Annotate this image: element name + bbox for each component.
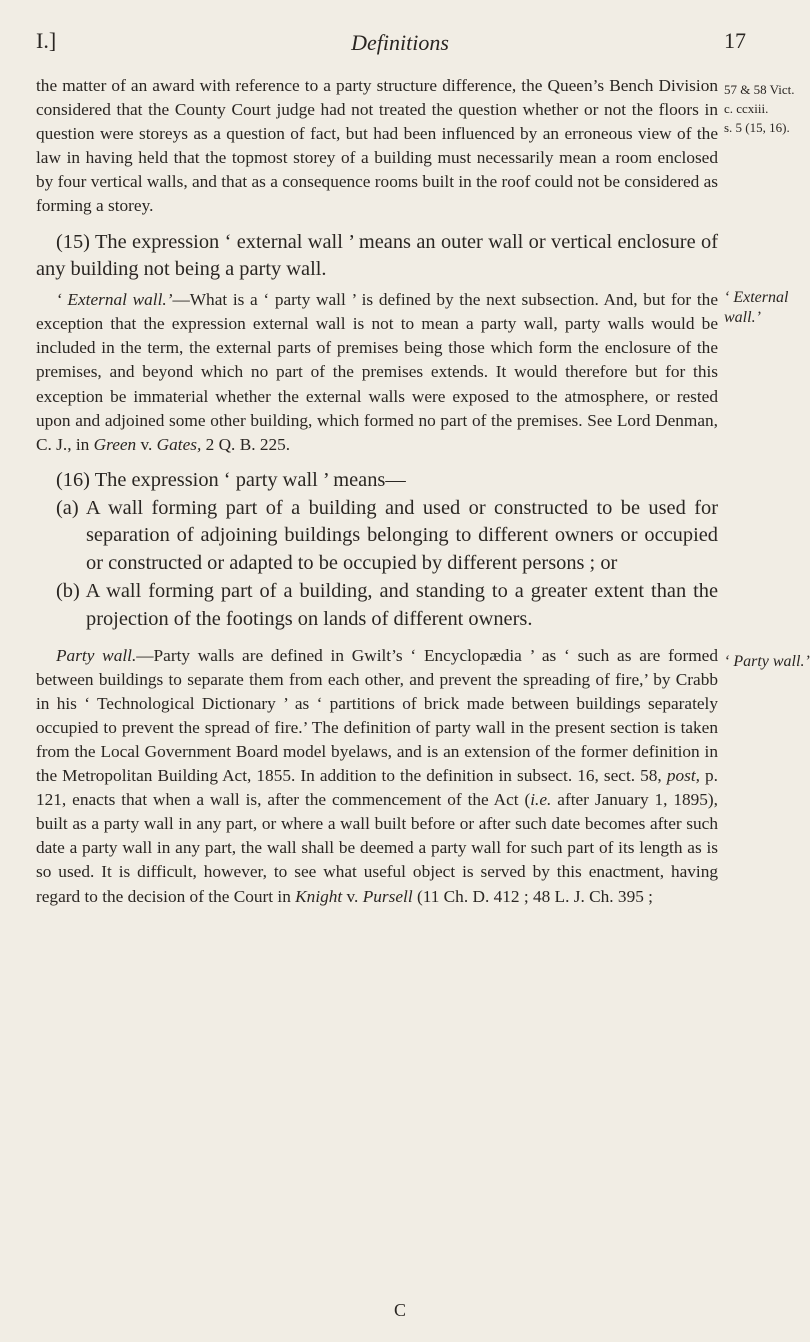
margin-citation-line: c. ccxiii. (724, 101, 769, 116)
commentary-external-wall: ‘ External wall.’—What is a ‘ party wall ’ is defined by the next subsection. And, but for the exception that the expression external wall is not to mean a party wall, party walls would be included in the term, the external parts of premises being those which form the enclosure of the premises, and beyond which no part of the premises extends. It would therefore but for this exception be immaterial whether the external walls were exposed to the atmosphere, or rested upon and adjoined some other building, which formed no part of the premises. See Lord Denman, C. J., in Green v. Gates, 2 Q. B. 225. (36, 290, 718, 454)
commentary-lead: ‘ External wall.’ (56, 290, 173, 310)
section-16-a: (a) A wall forming part of a building and used or constructed to be used for separation of adjoining buildings belonging to different owners or occupied or constructed or adapted to be occupied by different persons ; or (56, 496, 718, 575)
paragraph-continuation: the matter of an award with reference to a party structure difference, the Queen’s Bench Division considered that the County Court judge had not treated the question whether or not the floors in question were storeys as a question of fact, but had been influenced by an erroneous view of the law in having held that the topmost storey of a building must necessarily mean a room enclosed by four vertical walls, and that as a consequence rooms built in the roof could not be considered as forming a storey. (36, 76, 718, 216)
case-name: Knight (295, 886, 343, 906)
page-number: 17 (724, 28, 746, 53)
page-body (36, 74, 718, 909)
margin-citation-line: 57 & 58 Vict. (724, 82, 795, 97)
commentary-party-wall: Party wall.—Party walls are defined in Gwilt’s ‘ Encyclopædia ’ as ‘ such as are formed between buildings to separate them from each other, and prevent the spreading of fire,’ by Crabb in his ‘ Technological Dictionary ’ as ‘ partitions of brick made between buildings separately occupied to prevent the spread of fire.’ The definition of party wall in the present section is taken from the Local Government Board model byelaws, and is an extension of the former definition in the Metropolitan Building Act, 1855. In addition to the definition in subsect. 16, sect. 58, post, p. 121, enacts that when a wall is, after the commencement of the Act (i.e. after January 1, 1895), built as a party wall in any part, or where a wall built before or after such date becomes after such date a party wall in any part, the wall shall be deemed a party wall for such part of its length as is so used. It is difficult, however, to see what useful object is served by this enactment, having regard to the decision of the Court in Knight v. Pursell (11 Ch. D. 412 ; 48 L. J. Ch. 395 ; (36, 645, 718, 906)
commentary-lead: Party wall. (56, 645, 137, 665)
margin-citation-line: s. 5 (15, 16). (724, 120, 790, 135)
signature-mark: C (393, 1300, 406, 1320)
chapter-marker: I.] (36, 28, 57, 53)
section-16: (16) The expression ‘ party wall ’ means— (56, 468, 406, 491)
case-name: Gates, (156, 434, 202, 454)
margin-citation (724, 80, 800, 137)
section-16-b: (b) A wall forming part of a building, and standing to a greater extent than the projection of the footings on lands of different owners. (56, 580, 718, 630)
case-name: Pursell (362, 886, 413, 906)
case-name: Green (93, 434, 137, 454)
running-title: Definitions (351, 30, 449, 55)
section-15: (15) The expression ‘ external wall ’ means an outer wall or vertical enclosure of any building not being a party wall. (36, 230, 718, 281)
margin-note-party-wall: ‘ Party wall.’ (724, 653, 810, 670)
margin-note-external-wall: ‘ External wall.’ (724, 289, 789, 326)
